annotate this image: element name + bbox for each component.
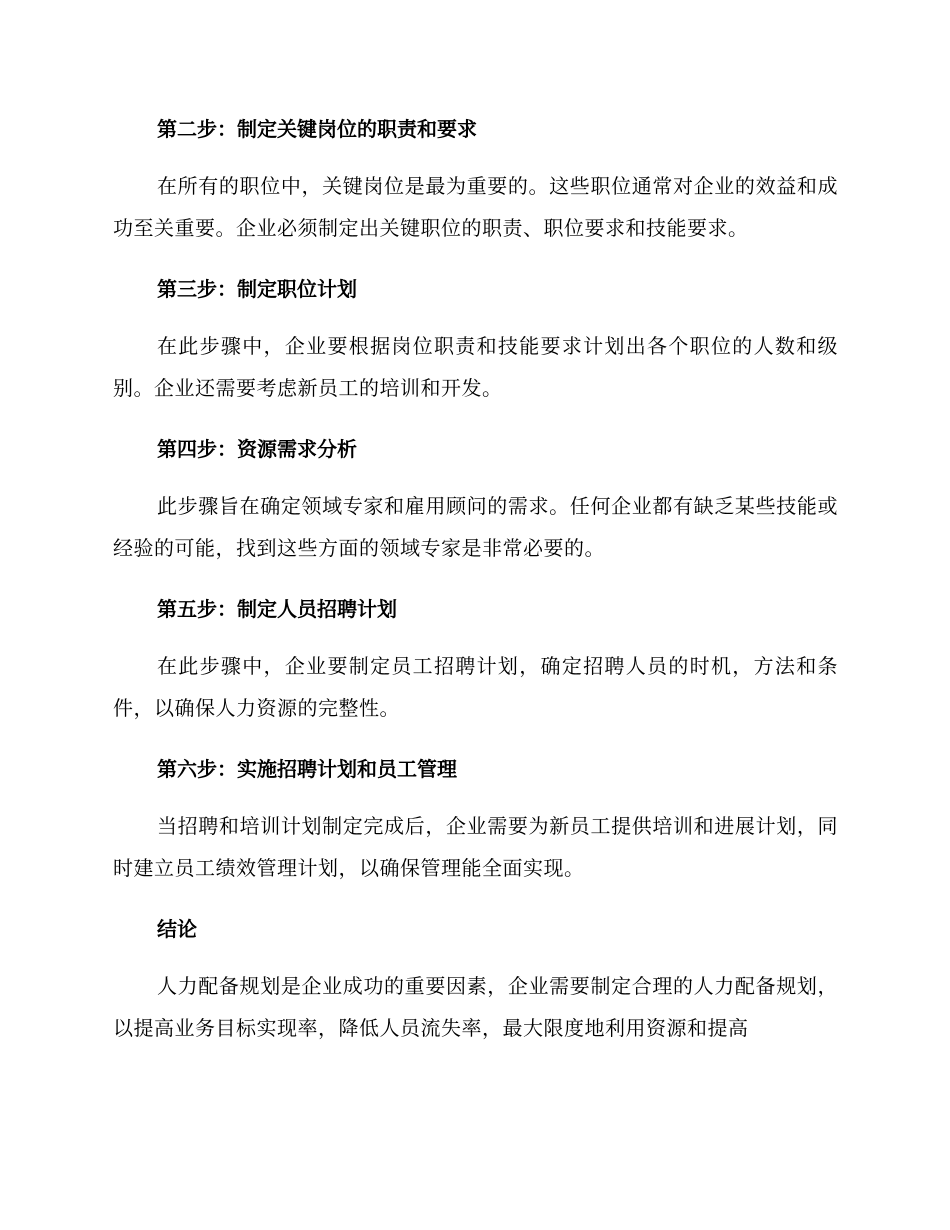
section-heading-step-3: 第三步：制定职位计划: [157, 277, 357, 301]
section-heading-step-2: 第二步：制定关键岗位的职责和要求: [157, 117, 477, 141]
section-heading-step-4: 第四步：资源需求分析: [157, 437, 357, 461]
section-body-step-3: 在此步骤中，企业要根据岗位职责和技能要求计划出各个职位的人数和级别。企业还需要考虑新员工的培训和开发。: [113, 334, 838, 400]
section-heading-step-5: 第五步：制定人员招聘计划: [157, 597, 397, 621]
section-body-step-5: 在此步骤中，企业要制定员工招聘计划，确定招聘人员的时机，方法和条件，以确保人力资源的完整性。: [113, 654, 838, 720]
section-body-conclusion: 人力配备规划是企业成功的重要因素，企业需要制定合理的人力配备规划，以提高业务目标实现率，降低人员流失率，最大限度地利用资源和提高: [113, 974, 838, 1040]
section-heading-conclusion: 结论: [157, 917, 197, 941]
section-body-step-4: 此步骤旨在确定领域专家和雇用顾问的需求。任何企业都有缺乏某些技能或经验的可能，找到这些方面的领域专家是非常必要的。: [113, 494, 838, 560]
section-heading-step-6: 第六步：实施招聘计划和员工管理: [157, 757, 457, 781]
section-body-step-2: 在所有的职位中，关键岗位是最为重要的。这些职位通常对企业的效益和成功至关重要。企业必须制定出关键职位的职责、职位要求和技能要求。: [113, 174, 838, 240]
section-body-step-6: 当招聘和培训计划制定完成后，企业需要为新员工提供培训和进展计划，同时建立员工绩效管理计划，以确保管理能全面实现。: [113, 814, 838, 880]
